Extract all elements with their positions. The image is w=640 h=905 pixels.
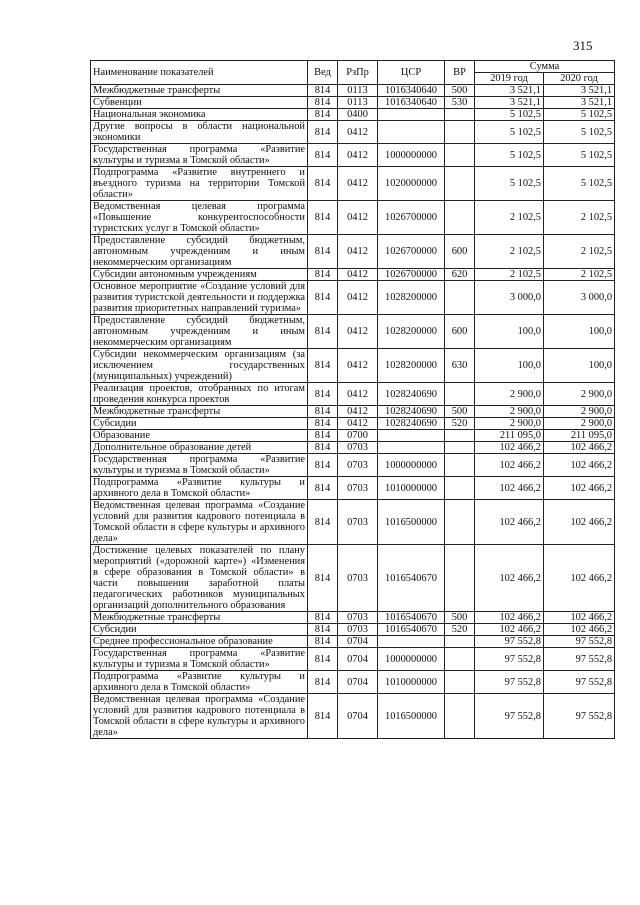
table-row [91,430,615,442]
header-name: Наименование показателей [91,61,308,85]
table-row [91,85,615,97]
cell-ved: 814 [308,281,338,315]
cell-csr: 1026700000 [378,235,445,269]
table-row [91,121,615,144]
cell-name: Межбюджетные трансферты [91,612,308,624]
cell-rzpr: 0412 [338,418,378,430]
page-number: 315 [573,38,593,53]
cell-vr [445,648,475,671]
cell-name: Ведомственная целевая программа «Создание условий для развития кадрового потенциала в Томской области в сфере культуры и архивного дела» [91,694,308,739]
table-row [91,671,615,694]
cell-2019: 5 102,5 [475,109,544,121]
cell-rzpr: 0704 [338,671,378,694]
cell-ved: 814 [308,85,338,97]
table-row [91,349,615,383]
cell-csr: 1016540670 [378,612,445,624]
cell-2020: 5 102,5 [544,121,615,144]
cell-csr: 1016500000 [378,694,445,739]
cell-2020: 2 900,0 [544,406,615,418]
table-row [91,500,615,545]
cell-2020: 2 102,5 [544,235,615,269]
cell-name: Государственная программа «Развитие культуры и туризма в Томской области» [91,144,308,167]
cell-vr: 600 [445,315,475,349]
cell-2019: 102 466,2 [475,612,544,624]
cell-name: Субсидии [91,418,308,430]
cell-csr: 1020000000 [378,167,445,201]
cell-2019: 97 552,8 [475,636,544,648]
cell-vr: 520 [445,624,475,636]
cell-name: Другие вопросы в области национальной экономики [91,121,308,144]
cell-vr [445,201,475,235]
table-row [91,281,615,315]
cell-name: Образование [91,430,308,442]
cell-2019: 5 102,5 [475,121,544,144]
table-row [91,383,615,406]
header-year-2020: 2020 год [544,73,615,85]
cell-2019: 2 900,0 [475,383,544,406]
cell-name: Среднее профессиональное образование [91,636,308,648]
cell-2019: 100,0 [475,315,544,349]
cell-2020: 5 102,5 [544,144,615,167]
cell-2019: 102 466,2 [475,624,544,636]
cell-csr: 1016500000 [378,500,445,545]
cell-name: Реализация проектов, отобранных по итогам проведения конкурса проектов [91,383,308,406]
cell-csr [378,109,445,121]
cell-rzpr: 0412 [338,144,378,167]
cell-2020: 100,0 [544,349,615,383]
cell-2019: 2 900,0 [475,406,544,418]
header-vr: ВР [445,61,475,85]
cell-ved: 814 [308,383,338,406]
cell-ved: 814 [308,671,338,694]
cell-2019: 2 900,0 [475,418,544,430]
cell-rzpr: 0412 [338,349,378,383]
cell-rzpr: 0412 [338,281,378,315]
cell-rzpr: 0412 [338,406,378,418]
cell-csr [378,636,445,648]
table-row [91,406,615,418]
cell-rzpr: 0703 [338,477,378,500]
cell-csr: 1010000000 [378,477,445,500]
cell-ved: 814 [308,430,338,442]
cell-2020: 102 466,2 [544,442,615,454]
cell-vr: 500 [445,406,475,418]
cell-vr: 620 [445,269,475,281]
cell-ved: 814 [308,406,338,418]
cell-rzpr: 0703 [338,545,378,612]
cell-name: Дополнительное образование детей [91,442,308,454]
cell-name: Межбюджетные трансферты [91,85,308,97]
cell-2019: 102 466,2 [475,477,544,500]
cell-2019: 97 552,8 [475,671,544,694]
cell-2019: 102 466,2 [475,545,544,612]
cell-name: Субсидии некоммерческим организациям (за исключением государственных (муниципальных) учреждений) [91,349,308,383]
header-ved: Вед [308,61,338,85]
cell-rzpr: 0703 [338,454,378,477]
cell-csr [378,121,445,144]
cell-2019: 211 095,0 [475,430,544,442]
table-row [91,545,615,612]
table-row [91,477,615,500]
cell-vr [445,454,475,477]
cell-vr [445,694,475,739]
cell-rzpr: 0412 [338,121,378,144]
cell-2020: 3 521,1 [544,97,615,109]
cell-ved: 814 [308,121,338,144]
cell-2019: 3 521,1 [475,97,544,109]
cell-rzpr: 0704 [338,648,378,671]
cell-csr: 1000000000 [378,648,445,671]
cell-vr [445,477,475,500]
cell-rzpr: 0703 [338,500,378,545]
cell-ved: 814 [308,97,338,109]
header-rzpr: РзПр [338,61,378,85]
cell-ved: 814 [308,235,338,269]
cell-csr: 1028240690 [378,406,445,418]
cell-name: Национальная экономика [91,109,308,121]
cell-ved: 814 [308,545,338,612]
cell-vr [445,167,475,201]
cell-csr [378,430,445,442]
cell-rzpr: 0704 [338,636,378,648]
cell-name: Государственная программа «Развитие культуры и туризма в Томской области» [91,648,308,671]
cell-name: Предоставление субсидий бюджетным, автономным учреждениям и иным некоммерческим организациям [91,235,308,269]
cell-name: Предоставление субсидий бюджетным, автономным учреждениям и иным некоммерческим организациям [91,315,308,349]
cell-name: Основное мероприятие «Создание условий для развития туристской деятельности и поддержка развития приоритетных направлений туризма» [91,281,308,315]
cell-vr [445,121,475,144]
cell-csr: 1010000000 [378,671,445,694]
cell-vr [445,442,475,454]
cell-vr [445,636,475,648]
cell-2019: 5 102,5 [475,144,544,167]
cell-2020: 2 102,5 [544,201,615,235]
cell-rzpr: 0412 [338,315,378,349]
header-summa: Сумма [475,61,615,73]
cell-rzpr: 0703 [338,624,378,636]
table-row [91,648,615,671]
cell-2019: 102 466,2 [475,454,544,477]
cell-2019: 2 102,5 [475,269,544,281]
cell-2019: 102 466,2 [475,500,544,545]
table-row [91,109,615,121]
cell-csr: 1028200000 [378,281,445,315]
table-row [91,315,615,349]
cell-csr: 1016340640 [378,85,445,97]
cell-vr [445,144,475,167]
cell-2019: 102 466,2 [475,442,544,454]
cell-vr: 600 [445,235,475,269]
budget-table-body [91,85,615,739]
cell-ved: 814 [308,477,338,500]
cell-ved: 814 [308,636,338,648]
cell-rzpr: 0412 [338,235,378,269]
cell-csr: 1028200000 [378,315,445,349]
cell-name: Ведомственная целевая программа «Создание условий для развития кадрового потенциала в Томской области в сфере культуры и архивного дела» [91,500,308,545]
cell-ved: 814 [308,454,338,477]
table-row [91,636,615,648]
cell-rzpr: 0412 [338,201,378,235]
cell-vr: 520 [445,418,475,430]
cell-2020: 5 102,5 [544,167,615,201]
cell-ved: 814 [308,418,338,430]
cell-2020: 100,0 [544,315,615,349]
cell-vr: 500 [445,612,475,624]
table-row [91,235,615,269]
cell-csr: 1026700000 [378,269,445,281]
cell-name: Субвенции [91,97,308,109]
table-row [91,454,615,477]
table-row [91,167,615,201]
cell-name: Субсидии автономным учреждениям [91,269,308,281]
cell-2020: 102 466,2 [544,545,615,612]
budget-table [90,60,615,739]
cell-csr: 1000000000 [378,454,445,477]
table-row [91,97,615,109]
cell-2020: 5 102,5 [544,109,615,121]
cell-2019: 97 552,8 [475,694,544,739]
cell-2020: 102 466,2 [544,624,615,636]
cell-ved: 814 [308,442,338,454]
table-row [91,418,615,430]
cell-2020: 2 900,0 [544,383,615,406]
cell-ved: 814 [308,349,338,383]
cell-2020: 2 900,0 [544,418,615,430]
cell-vr: 500 [445,85,475,97]
cell-vr [445,500,475,545]
cell-2020: 102 466,2 [544,454,615,477]
cell-2020: 2 102,5 [544,269,615,281]
cell-name: Достижение целевых показателей по плану мероприятий («дорожной карте») «Изменения в сфере образования в Томской области» в части повышения заработной платы педагогических работников муниципальных организаций дополнительного образования [91,545,308,612]
cell-ved: 814 [308,694,338,739]
cell-rzpr: 0412 [338,167,378,201]
cell-name: Межбюджетные трансферты [91,406,308,418]
cell-name: Подпрограмма «Развитие внутреннего и въездного туризма на территории Томской области» [91,167,308,201]
cell-csr: 1016540670 [378,624,445,636]
cell-vr: 530 [445,97,475,109]
cell-2019: 5 102,5 [475,167,544,201]
cell-vr [445,430,475,442]
cell-vr [445,671,475,694]
cell-2019: 2 102,5 [475,201,544,235]
cell-vr [445,383,475,406]
cell-2020: 3 000,0 [544,281,615,315]
cell-rzpr: 0703 [338,612,378,624]
cell-ved: 814 [308,269,338,281]
cell-2019: 2 102,5 [475,235,544,269]
cell-csr: 1016540670 [378,545,445,612]
cell-vr [445,109,475,121]
cell-name: Подпрограмма «Развитие культуры и архивного дела в Томской области» [91,671,308,694]
cell-2019: 3 521,1 [475,85,544,97]
cell-ved: 814 [308,201,338,235]
header-csr: ЦСР [378,61,445,85]
cell-2020: 97 552,8 [544,648,615,671]
cell-rzpr: 0412 [338,269,378,281]
cell-2019: 3 000,0 [475,281,544,315]
cell-rzpr: 0113 [338,97,378,109]
cell-ved: 814 [308,624,338,636]
cell-name: Подпрограмма «Развитие культуры и архивного дела в Томской области» [91,477,308,500]
cell-2019: 97 552,8 [475,648,544,671]
cell-2020: 102 466,2 [544,612,615,624]
cell-csr: 1026700000 [378,201,445,235]
table-row [91,442,615,454]
cell-csr: 1016340640 [378,97,445,109]
cell-name: Государственная программа «Развитие культуры и туризма в Томской области» [91,454,308,477]
cell-ved: 814 [308,500,338,545]
cell-csr: 1028240690 [378,383,445,406]
table-row [91,624,615,636]
cell-ved: 814 [308,612,338,624]
cell-rzpr: 0704 [338,694,378,739]
header-year-2019: 2019 год [475,73,544,85]
cell-ved: 814 [308,315,338,349]
cell-2020: 97 552,8 [544,671,615,694]
cell-ved: 814 [308,144,338,167]
cell-2020: 3 521,1 [544,85,615,97]
cell-csr: 1028200000 [378,349,445,383]
cell-vr [445,545,475,612]
table-row [91,269,615,281]
cell-csr: 1000000000 [378,144,445,167]
cell-csr [378,442,445,454]
cell-rzpr: 0113 [338,85,378,97]
cell-ved: 814 [308,648,338,671]
cell-rzpr: 0412 [338,383,378,406]
cell-rzpr: 0400 [338,109,378,121]
cell-csr: 1028240690 [378,418,445,430]
cell-2020: 97 552,8 [544,694,615,739]
cell-ved: 814 [308,167,338,201]
cell-2020: 102 466,2 [544,477,615,500]
cell-2020: 97 552,8 [544,636,615,648]
cell-2020: 211 095,0 [544,430,615,442]
table-row [91,144,615,167]
table-row [91,612,615,624]
cell-vr: 630 [445,349,475,383]
cell-rzpr: 0703 [338,442,378,454]
cell-name: Субсидии [91,624,308,636]
cell-name: Ведомственная целевая программа «Повышение конкурентоспособности туристских услуг в Томской области» [91,201,308,235]
table-row [91,694,615,739]
cell-2020: 102 466,2 [544,500,615,545]
cell-ved: 814 [308,109,338,121]
cell-rzpr: 0700 [338,430,378,442]
cell-2019: 100,0 [475,349,544,383]
table-row [91,201,615,235]
cell-vr [445,281,475,315]
